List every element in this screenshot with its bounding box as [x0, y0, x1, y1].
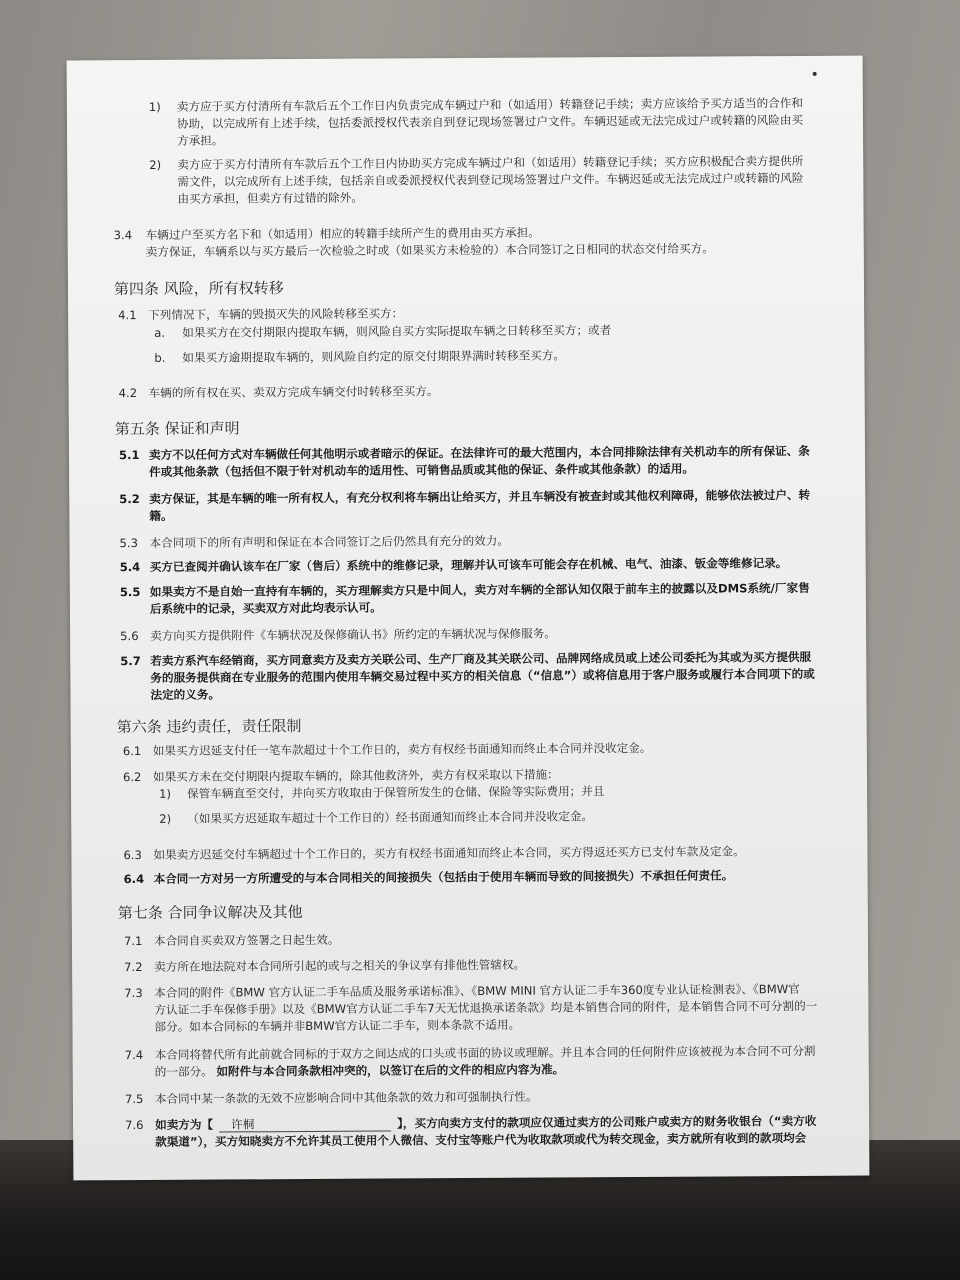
clause-text: 部分。如本合同标的车辆并非BMW官方认证二手车，则本条款不适用。 — [154, 1017, 521, 1034]
item-number: 2) — [159, 811, 172, 826]
clause-text: 卖方保证，车辆系以与买方最后一次检验之时或（如果买方未检验的）本合同签订之日相同的状态交付给买方。 — [145, 241, 714, 259]
clause-number: 7.5 — [124, 1091, 144, 1107]
clause-text: 方认证二手车保修手册》以及《BMW官方认证二手车7天无忧退换承诺条款》均是本销售合同的附件，是本销售合同不可分割的一 — [154, 998, 818, 1017]
ink-dot — [813, 72, 817, 76]
clause-text-part: 的一部分。 — [154, 1064, 213, 1079]
clause-text: 买方已查阅并确认该车在厂家（售后）系统中的维修记录，理解并认可该车可能会存在机械、电气、油漆、钣金等维修记录。 — [149, 556, 788, 574]
clause-text: 如果买方逾期提取车辆的，则风险自约定的原交付期限界满时转移至买方。 — [182, 348, 566, 365]
item-number: 2) — [149, 157, 162, 172]
clause-text: 法定的义务。 — [150, 687, 221, 702]
clause-text: 卖方所在地法院对本合同所引起的或与之相关的争议享有排他性管辖权。 — [154, 957, 526, 974]
clause-text: 保管车辆直至交付，并向买方收取由于保管所发生的仓储、保险等实际费用；并且 — [187, 784, 605, 801]
clause-text: 本合同将替代所有此前就合同标的于双方之间达成的口头或书面的协议或理解。并且本合同的任何附件应该被视为本合同不可分割 — [154, 1043, 816, 1062]
contract-page — [67, 56, 870, 1181]
clause-text: 本合同项下的所有声明和保证在本合同签订之后仍然具有充分的效力。 — [149, 533, 509, 550]
clause-number: 7.1 — [123, 933, 143, 949]
item-number: 1) — [148, 99, 161, 114]
clause-text: 籍。 — [149, 508, 173, 523]
clause-text: 车辆的所有权在买、卖双方完成车辆交付时转移至买方。 — [148, 384, 439, 400]
clause-text: （如果买方迟延取车超过十个工作日的）经书面通知而终止本合同并没收定金。 — [187, 809, 594, 826]
clause-number: 6.1 — [122, 743, 142, 759]
clause-text: 如果买方在交付期限内提取车辆，则风险自买方实际提取车辆之日转移至买方；或者 — [182, 323, 612, 340]
clause-text: 方承担。 — [177, 133, 224, 148]
clause-number: 5.7 — [120, 653, 141, 669]
clause-text: 本合同一方对另一方所遭受的与本合同相关的间接损失（包括由于使用车辆而导致的间接损失）不承担任何责任。 — [153, 868, 734, 886]
clause-number: 5.5 — [119, 585, 141, 600]
clause-number: 5.6 — [120, 629, 139, 644]
clause-text — [155, 1062, 565, 1079]
section-heading: 第六条 违约责任，责任限制 — [116, 717, 302, 737]
section-heading: 第五条 保证和声明 — [114, 419, 240, 439]
clause-text: 务的服务提供商在专业服务的范围内使用车辆交易过程中买方的相关信息（“信息”）或将信息用于客户服务或履行本合同项下的或 — [150, 666, 815, 685]
clause-text: 如果买方未在交付期限内提取车辆的，除其他救济外，卖方有权采取以下措施： — [152, 767, 559, 784]
clause-number: 4.2 — [118, 386, 138, 401]
clause-text: 协助，以完成所有上述手续，包括委派授权代表亲自到登记现场签署过户文件。车辆迟延或无法完成过户或转籍的风险由买 — [176, 112, 804, 131]
section-heading: 第四条 风险，所有权转移 — [113, 279, 284, 299]
clause-text: 如果卖方迟延交付车辆超过十个工作日的，买方有权经书面通知而终止本合同，买方得返还买方已支付车款及定金。 — [153, 844, 745, 862]
clause-number: 7.3 — [124, 985, 143, 1001]
clause-text: 本合同中某一条款的无效不应影响合同中其他条款的效力和可强制执行性。 — [154, 1089, 538, 1106]
clause-text: 若卖方系汽车经销商，买方同意卖方及卖方关联公司、生产厂商及其关联公司、品牌网络成员或上述公司委托为其或为买方提供服 — [150, 649, 812, 668]
clause-text: 本合同自买卖双方签署之日起生效。 — [153, 932, 340, 948]
clause-number: 5.3 — [119, 536, 139, 551]
clause-text: 卖方应于买方付清所有车款后五个工作日内负责完成车辆过户和（如适用）转籍登记手续；卖方应该给予买方适当的合作和 — [176, 95, 803, 114]
clause-number: 6.2 — [122, 769, 142, 785]
item-number: 1) — [159, 786, 172, 801]
clause-text: 本合同的附件《BMW 官方认证二手车品质及服务承诺标准》、《BMW MINI 官方认证二手车360度专业认证检测表》、《BMW官 — [154, 981, 800, 1000]
clause-text: 下列情况下，车辆的毁损灭失的风险转移至买方： — [148, 306, 404, 322]
clause-number: 6.3 — [123, 847, 142, 863]
clause-text: 由买方承担，但卖方有过错的除外。 — [177, 190, 363, 206]
clause-text: 后系统中的记录，买卖双方对此均表示认可。 — [149, 600, 382, 616]
clause-text — [155, 1114, 816, 1133]
clause-number: 4.1 — [118, 308, 137, 323]
clause-text: 卖方应于买方付清所有车款后五个工作日内协助买方完成车辆过户和（如适用）转籍登记手续；买方应积极配合卖方提供所 — [177, 153, 804, 172]
clause-text-bold: 如附件与本合同条款相冲突的，以签订在后的文件的相应内容为准。 — [216, 1062, 565, 1079]
clause-number: 7.2 — [124, 959, 143, 975]
clause-text-part: 如卖方为【 — [155, 1117, 214, 1132]
clause-number: 7.6 — [125, 1117, 144, 1133]
clause-text: 件或其他条款（包括但不限于针对机动车的适用性、可销售品质或其他的保证、条件或其他条款）的适用。 — [149, 461, 695, 479]
clause-text: 卖方不以任何方式对车辆做任何其他明示或者暗示的保证。在法律许可的最大范围内，本合同排除法律有关机动车的所有保证、条 — [148, 443, 810, 462]
clause-number: 6.4 — [123, 871, 145, 887]
clause-text: 如果卖方不是自始一直持有车辆的，买方理解卖方只是中间人，卖方对车辆的全部认知仅限于前车主的披露以及DMS系统/厂家售 — [149, 580, 810, 599]
clause-number: 5.1 — [118, 448, 140, 463]
filled-blank-seller-name: 许桐 — [219, 1116, 391, 1132]
clause-text: 款渠道”），买方知晓卖方不允许其员工使用个人微信、支付宝等账户代为收取款项或代为转交现金，卖方就所有收到的款项均会 — [155, 1130, 807, 1149]
clause-text: 卖方保证，其是车辆的唯一所有权人，有充分权利将车辆出让给买方，并且车辆没有被查封或其他权利障碍，能够依法被过户、转 — [149, 487, 811, 506]
clause-text: 卖方向买方提供附件《车辆状况及保修确认书》所约定的车辆状况与保修服务。 — [150, 626, 556, 643]
clause-number: 7.4 — [124, 1047, 144, 1063]
item-number: b. — [154, 350, 166, 365]
item-number: a. — [154, 325, 166, 340]
clause-number: 5.2 — [119, 492, 140, 507]
section-heading: 第七条 合同争议解决及其他 — [117, 903, 303, 923]
clause-text: 如果买方迟延支付任一笔车款超过十个工作日的，卖方有权经书面通知而终止本合同并没收定金。 — [152, 740, 652, 758]
clause-text: 车辆过户至买方名下和（如适用）相应的转籍手续所产生的费用由买方承担。 — [145, 225, 540, 242]
clause-text: 需文件，以完成所有上述手续，包括亲自或委派授权代表到登记现场签署过户文件。车辆迟延或无法完成过户或转籍的风险 — [177, 170, 804, 189]
clause-text-part: 】，买方向卖方支付的款项应仅通过卖方的公司账户或卖方的财务收银台（“卖方收 — [397, 1113, 817, 1131]
clause-number: 5.4 — [119, 560, 141, 575]
clause-number: 3.4 — [113, 228, 133, 243]
